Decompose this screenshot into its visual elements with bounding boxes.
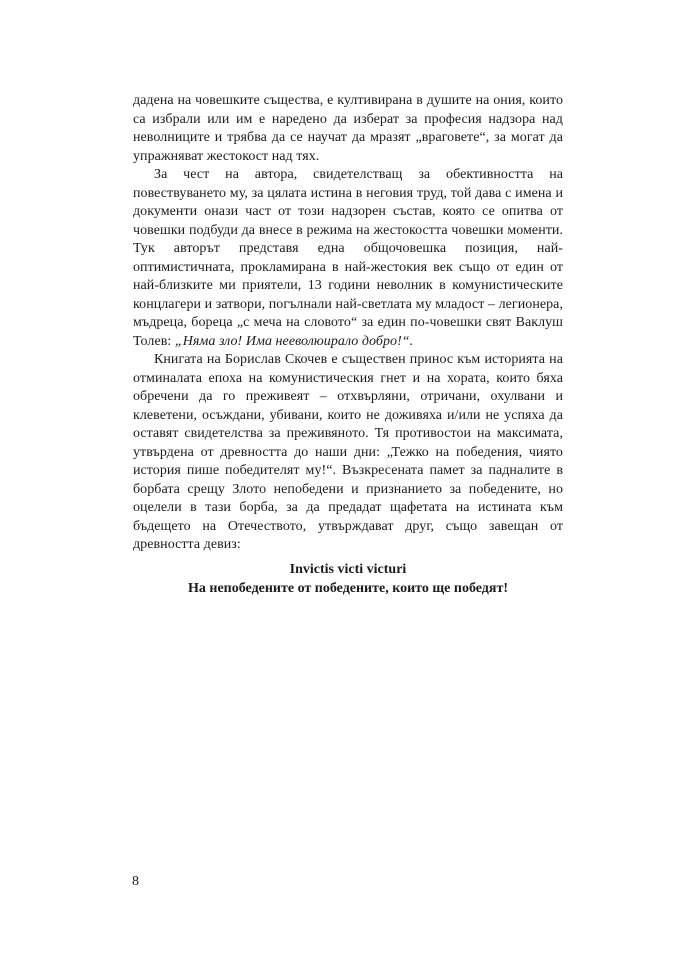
body-text [133, 92, 563, 555]
motto-bulgarian: На непобедените от победените, които ще победят! [187, 581, 508, 596]
paragraph-2-text: За чест на автора, свидетелстващ за обективността на повествуването му, за цялата истина в неговия труд, той дава с имена и документи онази част от този надзорен състав, която се опитва от човешки подбуди да внесе в режима на жестокостта човешки моменти. Тук авторът представя една общочовешка позиция, най-оптимистичната, прокламирана в най-жестокия век също от един от най-близките ми приятели, 13 години неволник в комунистическите концлагери и затвори, погълнали най-светлата му младост – легионера, мъдреца, бореца „с меча на словото“ за един по-човешки свят Ваклуш Толев: [133, 167, 563, 349]
motto [133, 560, 563, 598]
motto-latin: Invictis victi victuri [289, 562, 407, 577]
paragraph-2-quote: „Няма зло! Има нееволюирало добро!“. [174, 333, 414, 349]
paragraph-3: Книгата на Борислав Скочев е съществен принос към историята на отминалата епоха на комунистическия гнет и на хората, които бяха обречени да го преживеят – отхвърляни, отричани, охулвани и клеветени, осъждани, убивани, които не доживяха и/или не успяха да оставят свидетелства за преживяното. Тя противостои на максимата, утвърдена от древността до наши дни: „Тежко на победения, чиято история пише победителят му!“. Възкресената памет за падналите в борбата срещу Злото непобедени и признанието за победените, но оцелели в тази борба, за да предадат щафетата на истината към бъдещето на Отечеството, утвърждават друг, също завещан от древността девиз: [133, 352, 563, 552]
page-number: 8 [132, 874, 139, 889]
paragraph-1: дадена на човешките същества, е култивирана в душите на ония, които са избрали или им е наредено да изберат за професия надзора над неволниците и трябва да се научат да мразят „враговете“, за могат да упражняват жестокост над тях. [133, 93, 563, 164]
paragraph-2 [133, 166, 563, 351]
